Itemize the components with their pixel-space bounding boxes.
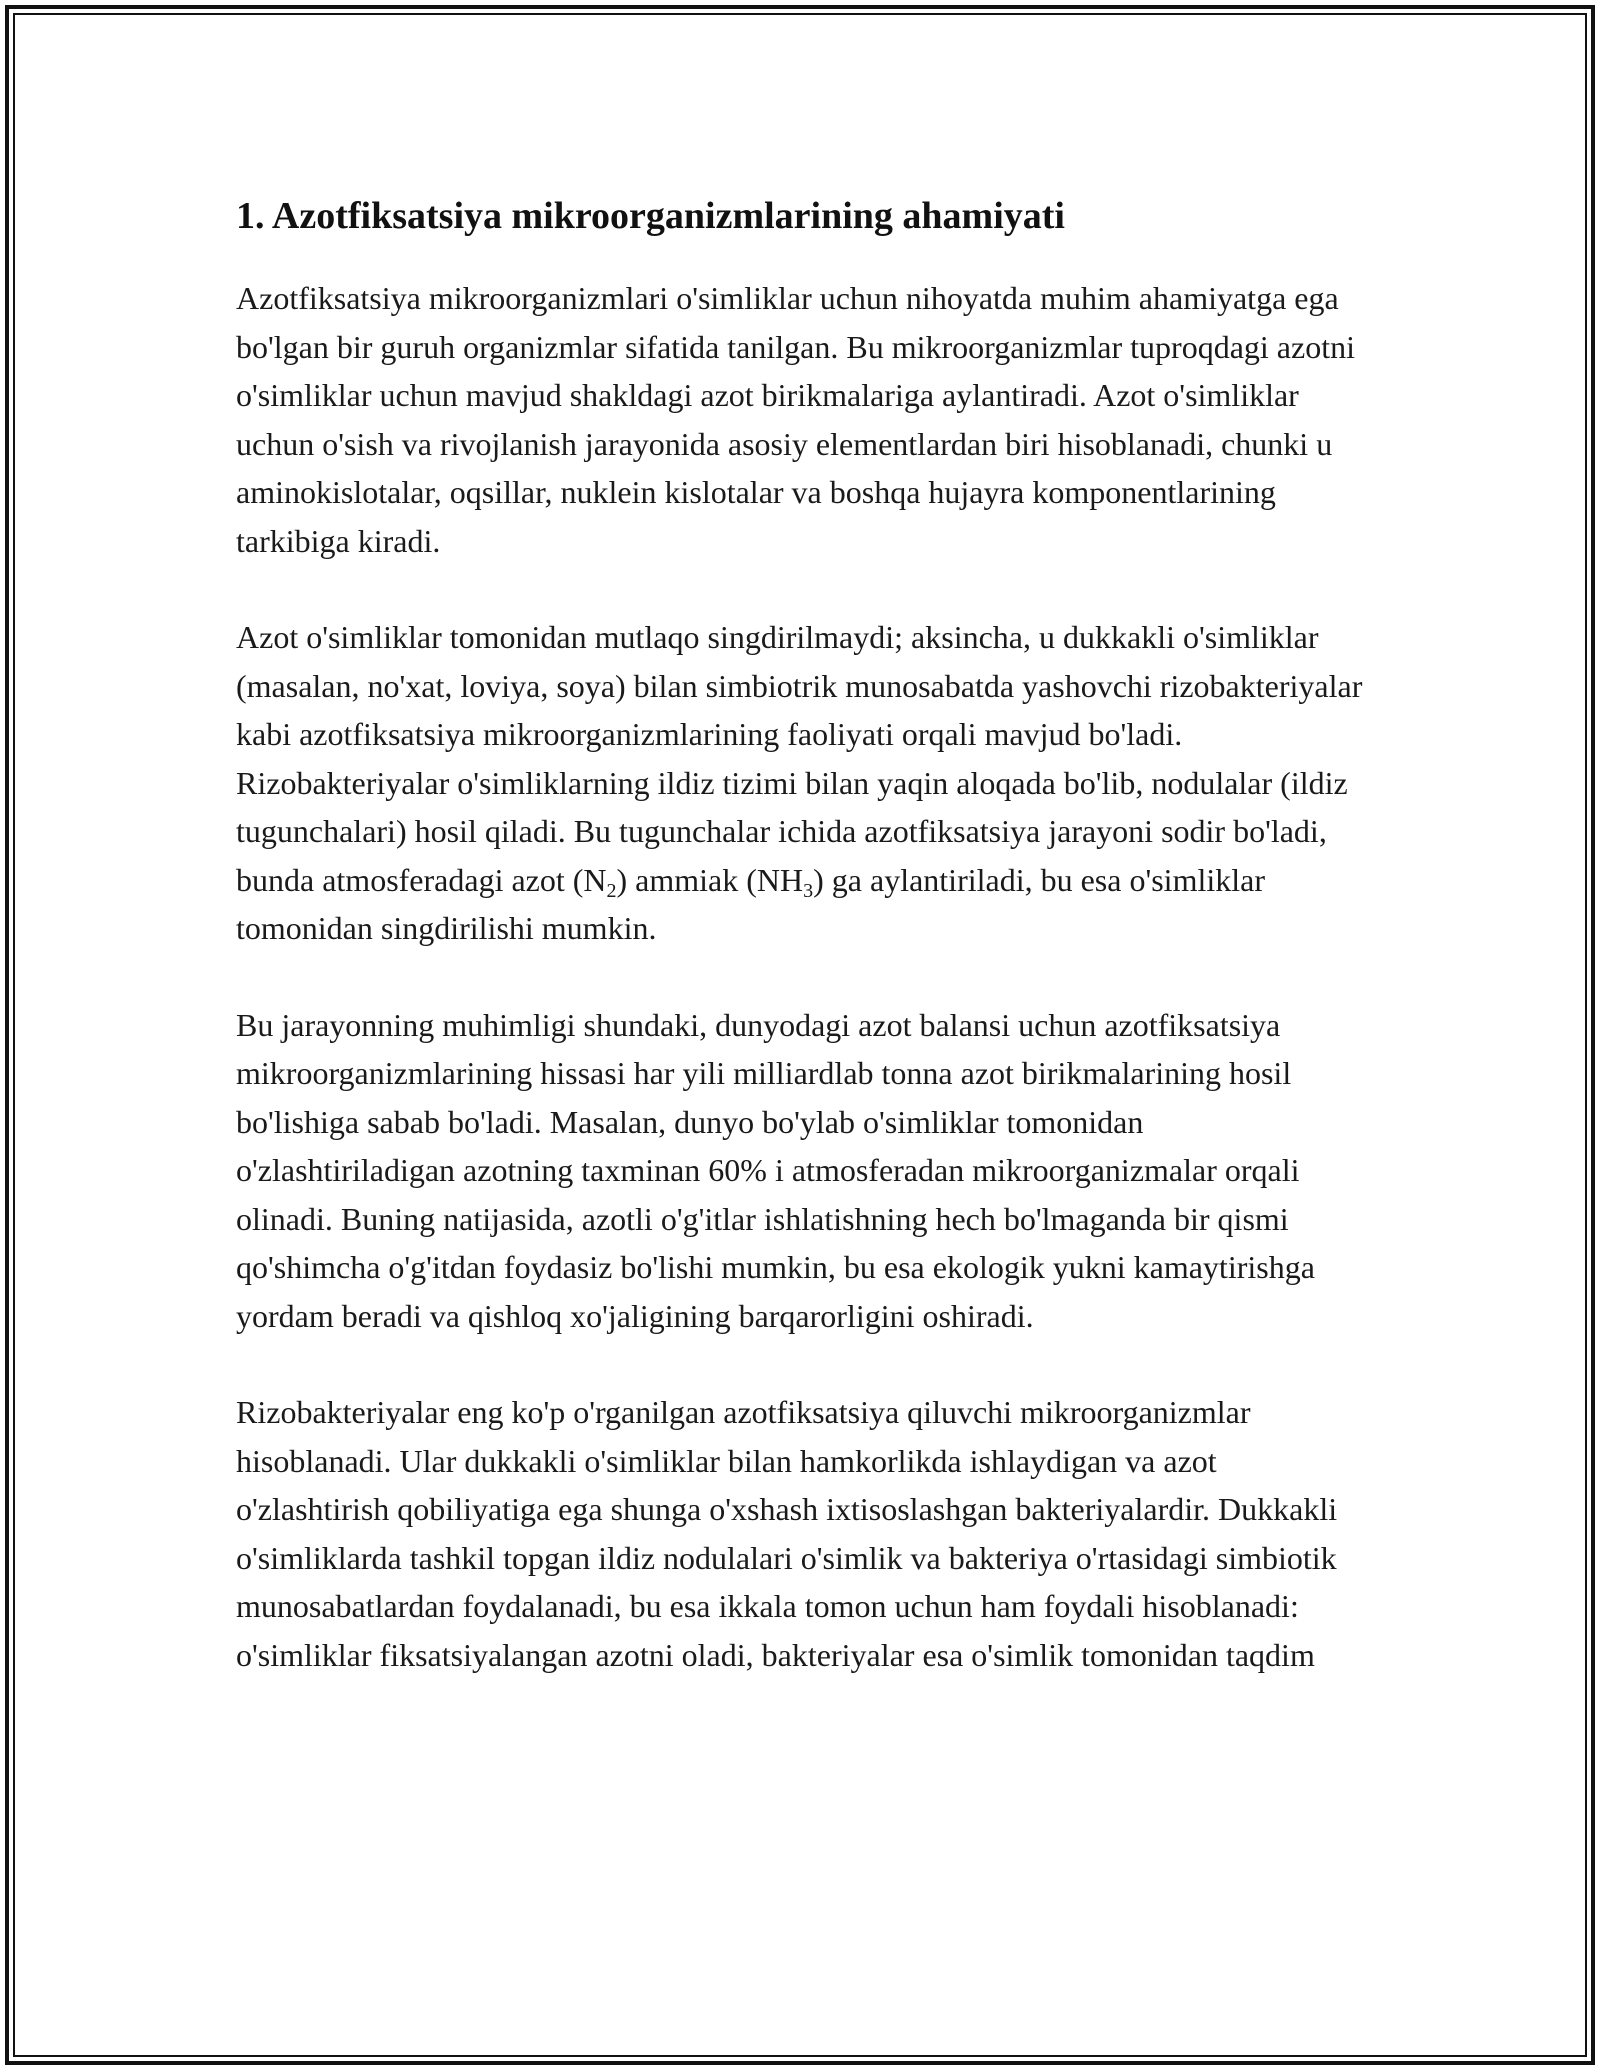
paragraph-2-text-a: Azot o'simliklar tomonidan mutlaqo singdirilmaydi; aksincha, u dukkakli o'simliklar (masalan, no'xat, loviya, soya) bilan simbiotrik munosabatda yashovchi rizobakteriyalar kabi azotfiksatsiya mikroorganizmlarining faoliyati orqali mavjud bo'ladi. Rizobakteriyalar o'simliklarning ildiz tizimi bilan yaqin aloqada bo'lib, nodulalar (ildiz tugunchalari) hosil qiladi. Bu tugunchalar ichida azotfiksatsiya jarayoni sodir bo'ladi, bunda atmosferadagi azot (N <box>236 619 1363 898</box>
paragraph-3: Bu jarayonning muhimligi shundaki, dunyodagi azot balansi uchun azotfiksatsiya mikroorganizmlarining hissasi har yili milliardlab tonna azot birikmalarining hosil bo'lishiga sabab bo'ladi. Masalan, dunyo bo'ylab o'simliklar tomonidan o'zlashtiriladigan azotning taxminan 60% i atmosferadan mikroorganizmalar orqali olinadi. Buning natijasida, azotli o'g'itlar ishlatishning hech bo'lmaganda bir qismi qo'shimcha o'g'itdan foydasiz bo'lishi mumkin, bu esa ekologik yukni kamaytirishga yordam beradi va qishloq xo'jaligining barqarorligini oshiradi. <box>236 1006 1315 1334</box>
paragraph-2 <box>236 613 1368 953</box>
paragraph-2-text-c: ) ga aylantiriladi, bu esa o'simliklar tomonidan singdirilishi mumkin. <box>236 861 1265 946</box>
paragraph-4: Rizobakteriyalar eng ko'p o'rganilgan azotfiksatsiya qiluvchi mikroorganizmlar hisoblanadi. Ular dukkakli o'simliklar bilan hamkorlikda ishlaydigan va azot o'zlashtirish qobiliyatiga ega shunga o'xshash ixtisoslashgan bakteriyalardir. Dukkakli o'simliklarda tashkil topgan ildiz nodulalari o'simlik va bakteriya o'rtasidagi simbiotik munosabatlardan foydalanadi, bu esa ikkala tomon uchun ham foydali hisoblanadi: o'simliklar fiksatsiyalangan azotni oladi, bakteriyalar esa o'simlik tomonidan taqdim <box>236 1394 1338 1673</box>
subscript-n2: 2 <box>606 879 617 902</box>
paragraph-1: Azotfiksatsiya mikroorganizmlari o'simliklar uchun nihoyatda muhim ahamiyatga ega bo'lgan bir guruh organizmlar sifatida tanilgan. Bu mikroorganizmlar tuproqdagi azotni o'simliklar uchun mavjud shakldagi azot birikmalariga aylantiradi. Azot o'simliklar uchun o'sish va rivojlanish jarayonida asosiy elementlardan biri hisoblanadi, chunki u aminokislotalar, oqsillar, nuklein kislotalar va boshqa hujayra komponentlarining tarkibiga kiradi. <box>236 280 1355 559</box>
subscript-nh3: 3 <box>803 879 814 902</box>
section-heading: 1. Azotfiksatsiya mikroorganizmlarining ahamiyati <box>236 195 1065 237</box>
paragraph-2-text-b: ) ammiak (NH <box>616 861 804 898</box>
document-body <box>236 188 1368 1727</box>
